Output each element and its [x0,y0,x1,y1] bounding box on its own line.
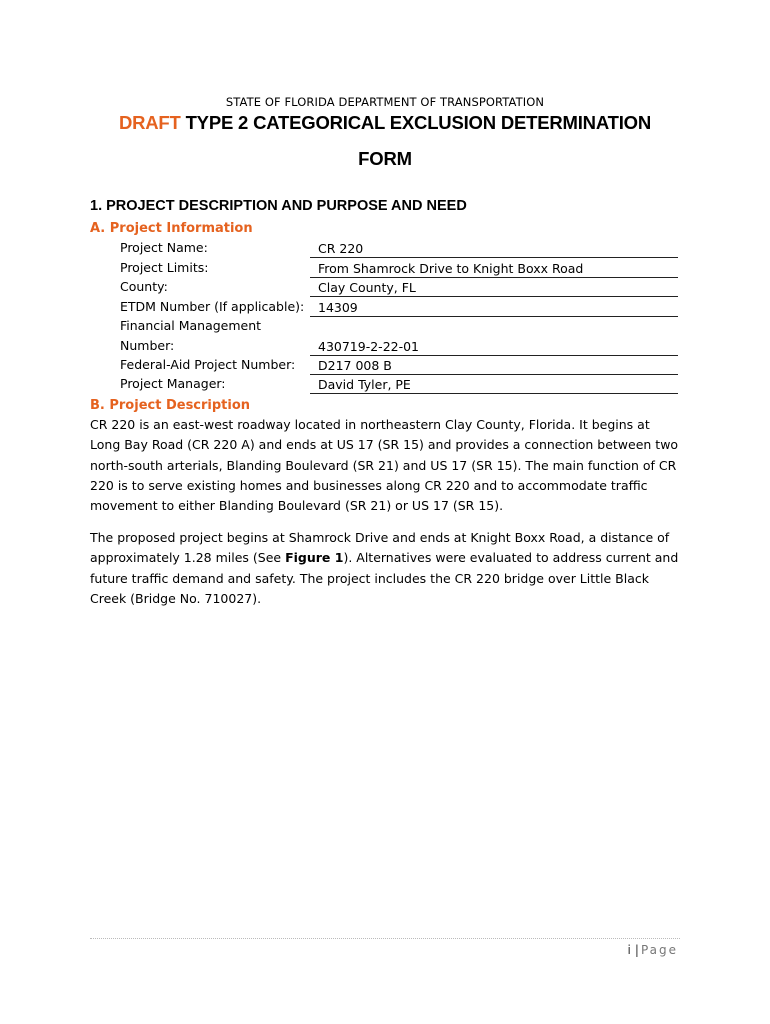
page-number: i [627,943,633,957]
draft-label: DRAFT [118,112,181,133]
figure-1-reference: Figure 1 [285,550,344,566]
footer-rule [90,938,680,939]
project-limits-value: From Shamrock Drive to Knight Boxx Road [310,260,678,278]
description-paragraph-1: CR 220 is an east-west roadway located in northeastern Clay County, Florida. It begins at Long Bay Road (CR 220 A) and ends at US 17 (SR 15) and provides a connection between two north-south arterials, Blanding Boulevard (SR 21) and US 17 (SR 15). The main function of CR 220 is to serve existing homes and businesses along CR 220 and to accommodate traffic movement to either Blanding Boulevard (SR 21) or US 17 (SR 15). [90,417,679,514]
paragraph-2-end: ). Alternatives were evaluated to address current and future traffic demand and safety. The project includes the CR 220 bridge over Little Black Creek (Bridge No. 710027). [90,550,679,606]
agency-name: STATE OF FLORIDA DEPARTMENT OF TRANSPORTATION [225,95,545,109]
financial-management-value: 430719-2-22-01 [310,338,678,356]
form-title-text: TYPE 2 CATEGORICAL EXCLUSION DETERMINATION [180,112,652,133]
federal-aid-project-number-value: D217 008 B [310,357,678,375]
project-information-heading: A. Project Information [90,221,253,236]
etdm-number-value: 14309 [310,299,678,317]
page-separator: | [634,943,639,957]
project-limits-label: Project Limits: [120,260,209,275]
project-name-label: Project Name: [120,240,208,255]
project-manager-label: Project Manager: [120,376,226,391]
project-description-heading: B. Project Description [90,398,251,413]
financial-management-label-line-2: Number: [120,338,175,353]
county-value: Clay County, FL [310,279,678,297]
form-title-line-1 [0,112,770,134]
project-name-value: CR 220 [310,240,678,258]
federal-aid-project-number-label: Federal-Aid Project Number: [120,357,296,372]
financial-management-label-line-1: Financial Management [120,318,262,333]
description-paragraph-2 [90,528,680,609]
project-manager-value: David Tyler, PE [310,376,678,394]
form-title-line-2: FORM [358,148,412,169]
page-footer [628,943,678,957]
county-label: County: [120,279,168,294]
paragraph-2-start: The proposed project begins at Shamrock Drive and ends at Knight Boxx Road, a distance of approximately 1.28 miles (See [90,530,670,566]
page-word: Page [640,943,678,957]
section-heading: 1. PROJECT DESCRIPTION AND PURPOSE AND NEED [90,198,467,214]
etdm-number-label: ETDM Number (If applicable): [120,299,305,314]
